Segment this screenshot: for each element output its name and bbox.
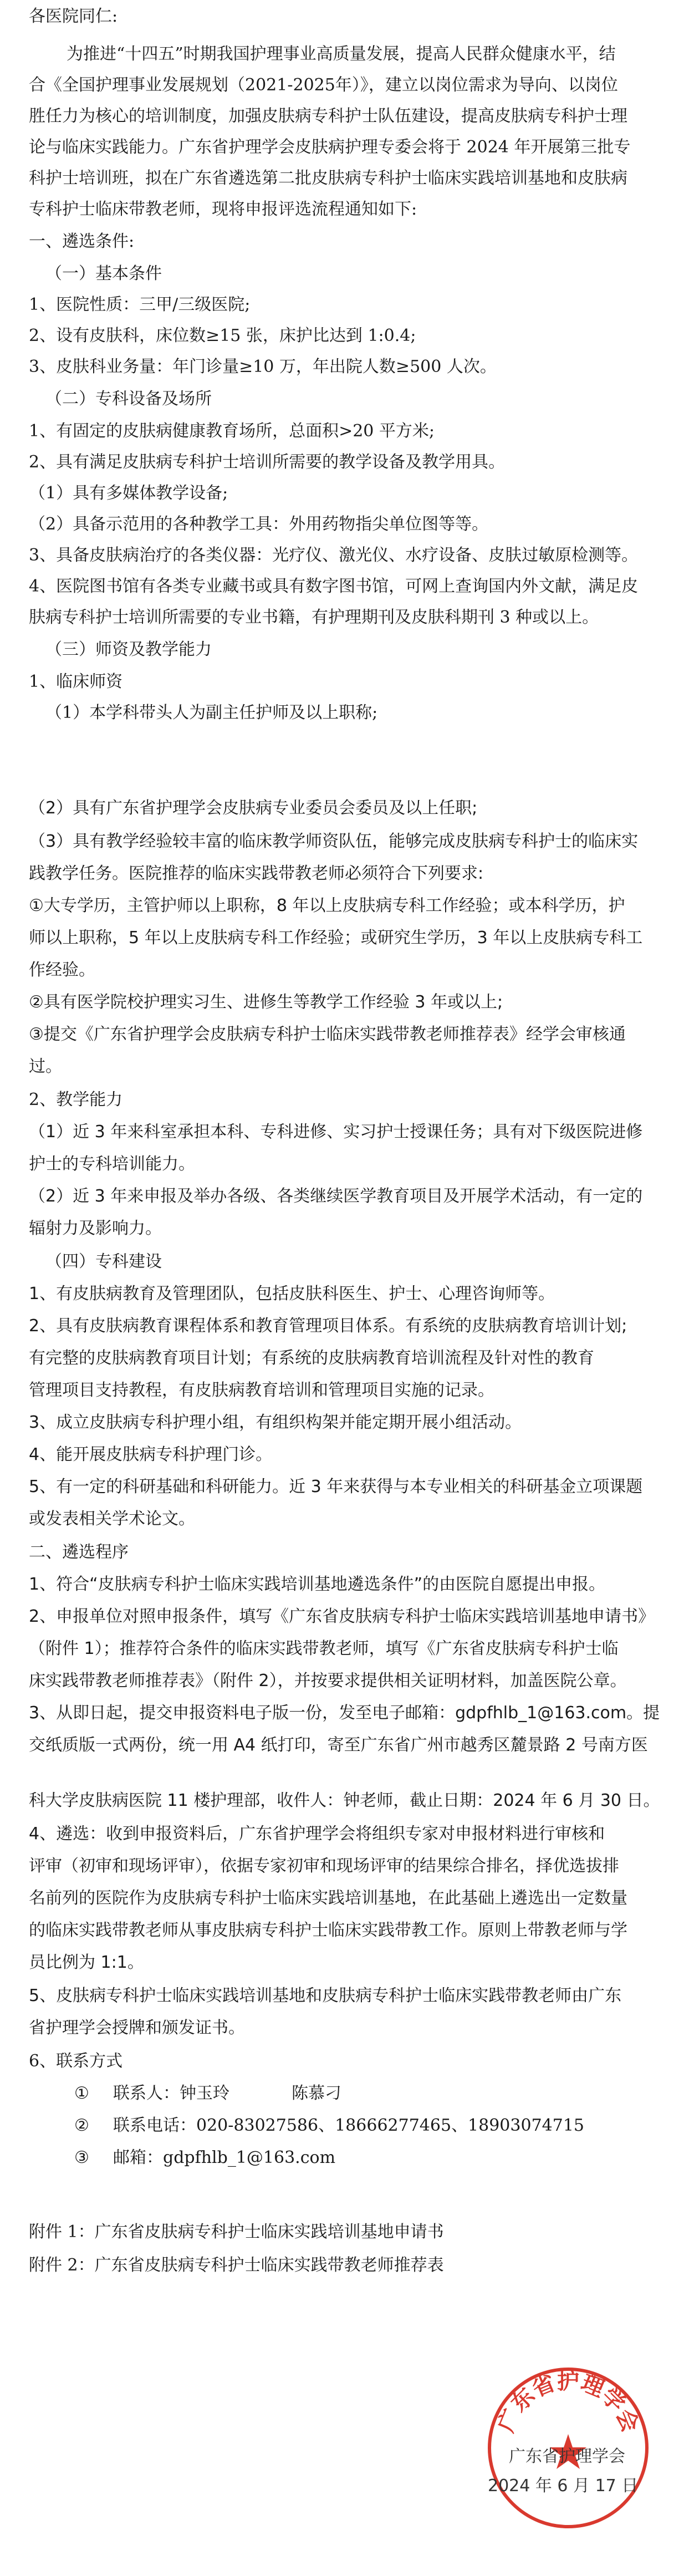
procedure-2-line-3: 床实践带教老师推荐表》（附件 2），并按要求提供相关证明材料，加盖医院公章。 <box>29 1671 627 1691</box>
build-item-2-line-3: 管理项目支持教程，有皮肤病教育培训和管理项目实施的记录。 <box>29 1381 494 1400</box>
procedure-5-line-2: 省护理学会授牌和颁发证书。 <box>29 2018 245 2038</box>
contact-person: 联系人：钟玉玲 <box>113 2084 229 2103</box>
clinical-item-1: （1）本学科带头人为副主任护师及以上职称; <box>45 703 378 722</box>
basic-item-1: 1、医院性质：三甲/三级医院; <box>29 295 251 314</box>
procedure-3-line-1: 3、从即日起，提交申报资料电子版一份，发至电子邮箱：gdpfhlb_1@163.com。提 <box>29 1703 660 1723</box>
procedure-4-line-4: 的临床实践带教老师从事皮肤病专科护士临床实践带教工作。原则上带教老师与学 <box>29 1921 627 1940</box>
contact-num-3: ③ <box>74 2148 89 2167</box>
stamp-organization: 广东省护理学会 <box>509 2447 625 2466</box>
ability-1-line-2: 护士的专科培训能力。 <box>29 1154 195 1174</box>
equip-item-2: 2、具有满足皮肤病专科护士培训所需要的教学设备及教学用具。 <box>29 452 506 472</box>
contact-person-2: 陈慕刁 <box>292 2084 341 2103</box>
build-item-2-line-2: 有完整的皮肤病教育项目计划；有系统的皮肤病教育培训流程及针对性的教育 <box>29 1348 594 1368</box>
clinical-item-2: （2）具有广东省护理学会皮肤病专业委员会委员及以上任职; <box>29 798 478 818</box>
procedure-3-line-3: 科大学皮肤病医院 11 楼护理部，收件人：钟老师，截止日期：2024 年 6 月 30 日。 <box>29 1791 660 1810</box>
contact-phone: 联系电话：020-83027586、18666277465、18903074715 <box>113 2116 585 2135</box>
contact-email: 邮箱：gdpfhlb_1@163.com <box>113 2148 336 2167</box>
subheading-equipment: （二）专科设备及场所 <box>45 389 212 409</box>
procedure-4-line-1: 4、遴选：收到申报资料后，广东省护理学会将组织专家对申报材料进行审核和 <box>29 1824 605 1844</box>
intro-line-1: 为推进“十四五”时期我国护理事业高质量发展，提高人民群众健康水平，结 <box>67 44 616 64</box>
ability-1-line-1: （1）近 3 年来科室承担本科、专科进修、实习护士授课任务；具有对下级医院进修 <box>29 1122 643 1142</box>
subheading-basic-conditions: （一）基本条件 <box>45 264 162 283</box>
stamp-date: 2024 年 6 月 17 日 <box>488 2476 639 2496</box>
requirement-2: ②具有医学院校护理实习生、进修生等教学工作经验 3 年或以上; <box>29 992 503 1012</box>
contact-heading: 6、联系方式 <box>29 2051 123 2071</box>
procedure-4-line-2: 评审（初审和现场评审），依据专家初审和现场评审的结果综合排名，择优选拔排 <box>29 1856 619 1876</box>
equip-item-2a: （1）具有多媒体教学设备; <box>29 483 228 503</box>
attachment-2: 附件 2：广东省皮肤病专科护士临床实践带教老师推荐表 <box>29 2256 444 2275</box>
procedure-4-line-5: 员比例为 1:1。 <box>29 1953 144 1972</box>
basic-item-2: 2、设有皮肤科，床位数≥15 张，床护比达到 1:0.4; <box>29 326 416 345</box>
equip-item-2b: （2）具备示范用的各种教学工具：外用药物指尖单位图等等。 <box>29 515 489 534</box>
build-item-2-line-1: 2、具有皮肤病教育课程体系和教育管理项目体系。有系统的皮肤病教育培训计划; <box>29 1316 627 1336</box>
section-heading-selection-conditions: 一、遴选条件: <box>29 232 135 251</box>
section-heading-procedure: 二、遴选程序 <box>29 1542 129 1562</box>
greeting: 各医院同仁: <box>29 7 118 26</box>
basic-item-3: 3、皮肤科业务量：年门诊量≥10 万，年出院人数≥500 人次。 <box>29 357 497 376</box>
build-item-1: 1、有皮肤病教育及管理团队，包括皮肤科医生、护士、心理咨询师等。 <box>29 1284 555 1304</box>
clinical-heading: 1、临床师资 <box>29 672 123 691</box>
procedure-2-line-1: 2、申报单位对照申报条件，填写《广东省皮肤病专科护士临床实践培训基地申请书》 <box>29 1607 655 1626</box>
contact-num-2: ② <box>74 2116 89 2135</box>
subheading-specialty-building: （四）专科建设 <box>45 1252 162 1271</box>
intro-line-3: 胜任力为核心的培训制度，加强皮肤病专科护士队伍建设，提高皮肤病专科护士理 <box>29 106 627 126</box>
procedure-4-line-3: 名前列的医院作为皮肤病专科护士临床实践培训基地，在此基础上遴选出一定数量 <box>29 1888 627 1908</box>
build-item-5-line-1: 5、有一定的科研基础和科研能力。近 3 年来获得与本专业相关的科研基金立项课题 <box>29 1477 643 1496</box>
procedure-3-line-2: 交纸质版一式两份，统一用 A4 纸打印，寄至广东省广州市越秀区麓景路 2 号南方医 <box>29 1735 648 1755</box>
requirement-3-line-1: ③提交《广东省护理学会皮肤病专科护士临床实践带教老师推荐表》经学会审核通 <box>29 1025 626 1044</box>
teaching-ability-heading: 2、教学能力 <box>29 1090 123 1109</box>
intro-line-4: 论与临床实践能力。广东省护理学会皮肤病护理专委会将于 2024 年开展第三批专 <box>29 138 631 157</box>
intro-line-2: 合《全国护理事业发展规划（2021-2025年）》，建立以岗位需求为导向、以岗位 <box>29 75 618 95</box>
build-item-5-line-2: 或发表相关学术论文。 <box>29 1509 195 1529</box>
attachment-1: 附件 1：广东省皮肤病专科护士临床实践培训基地申请书 <box>29 2222 444 2242</box>
seal-arc-text: 广东省护理学会 <box>492 2368 644 2436</box>
equip-item-1: 1、有固定的皮肤病健康教育场所，总面积>20 平方米; <box>29 421 435 441</box>
equip-item-4-line-1: 4、医院图书馆有各类专业藏书或具有数字图书馆，可网上查询国内外文献，满足皮 <box>29 577 639 596</box>
clinical-item-3-line-1: （3）具有教学经验较丰富的临床教学师资队伍，能够完成皮肤病专科护士的临床实 <box>29 832 639 851</box>
ability-2-line-1: （2）近 3 年来申报及举办各级、各类继续医学教育项目及开展学术活动，有一定的 <box>29 1187 643 1206</box>
requirement-1-line-2: 师以上职称，5 年以上皮肤病专科工作经验；或研究生学历，3 年以上皮肤病专科工 <box>29 928 643 948</box>
build-item-4: 4、能开展皮肤病专科护理门诊。 <box>29 1445 273 1464</box>
equip-item-4-line-2: 肤病专科护士培训所需要的专业书籍，有护理期刊及皮肤科期刊 3 种或以上。 <box>29 608 599 627</box>
contact-num-1: ① <box>74 2084 89 2103</box>
procedure-5-line-1: 5、皮肤病专科护士临床实践培训基地和皮肤病专科护士临床实践带教老师由广东 <box>29 1986 622 2005</box>
requirement-1-line-3: 作经验。 <box>29 960 95 980</box>
intro-line-5: 科护士培训班，拟在广东省遴选第二批皮肤病专科护士临床实践培训基地和皮肤病 <box>29 169 627 188</box>
requirement-3-line-2: 过。 <box>29 1057 62 1076</box>
clinical-item-3-line-2: 践教学任务。医院推荐的临床实践带教老师必须符合下列要求: <box>29 864 484 883</box>
equip-item-3: 3、具备皮肤病治疗的各类仪器：光疗仪、激光仪、水疗设备、皮肤过敏原检测等。 <box>29 546 639 565</box>
procedure-1: 1、符合“皮肤病专科护士临床实践培训基地遴选条件”的由医院自愿提出申报。 <box>29 1575 606 1594</box>
requirement-1-line-1: ①大专学历，主管护师以上职称，8 年以上皮肤病专科工作经验；或本科学历，护 <box>29 896 625 915</box>
procedure-2-line-2: （附件 1）；推荐符合条件的临床实践带教老师，填写《广东省皮肤病专科护士临 <box>29 1639 619 1658</box>
intro-line-6: 专科护士临床带教老师，现将申报评选流程通知如下: <box>29 200 417 219</box>
build-item-3: 3、成立皮肤病专科护理小组，有组织构架并能定期开展小组活动。 <box>29 1413 522 1432</box>
subheading-teaching: （三）师资及教学能力 <box>45 640 212 659</box>
ability-2-line-2: 辐射力及影响力。 <box>29 1219 162 1238</box>
